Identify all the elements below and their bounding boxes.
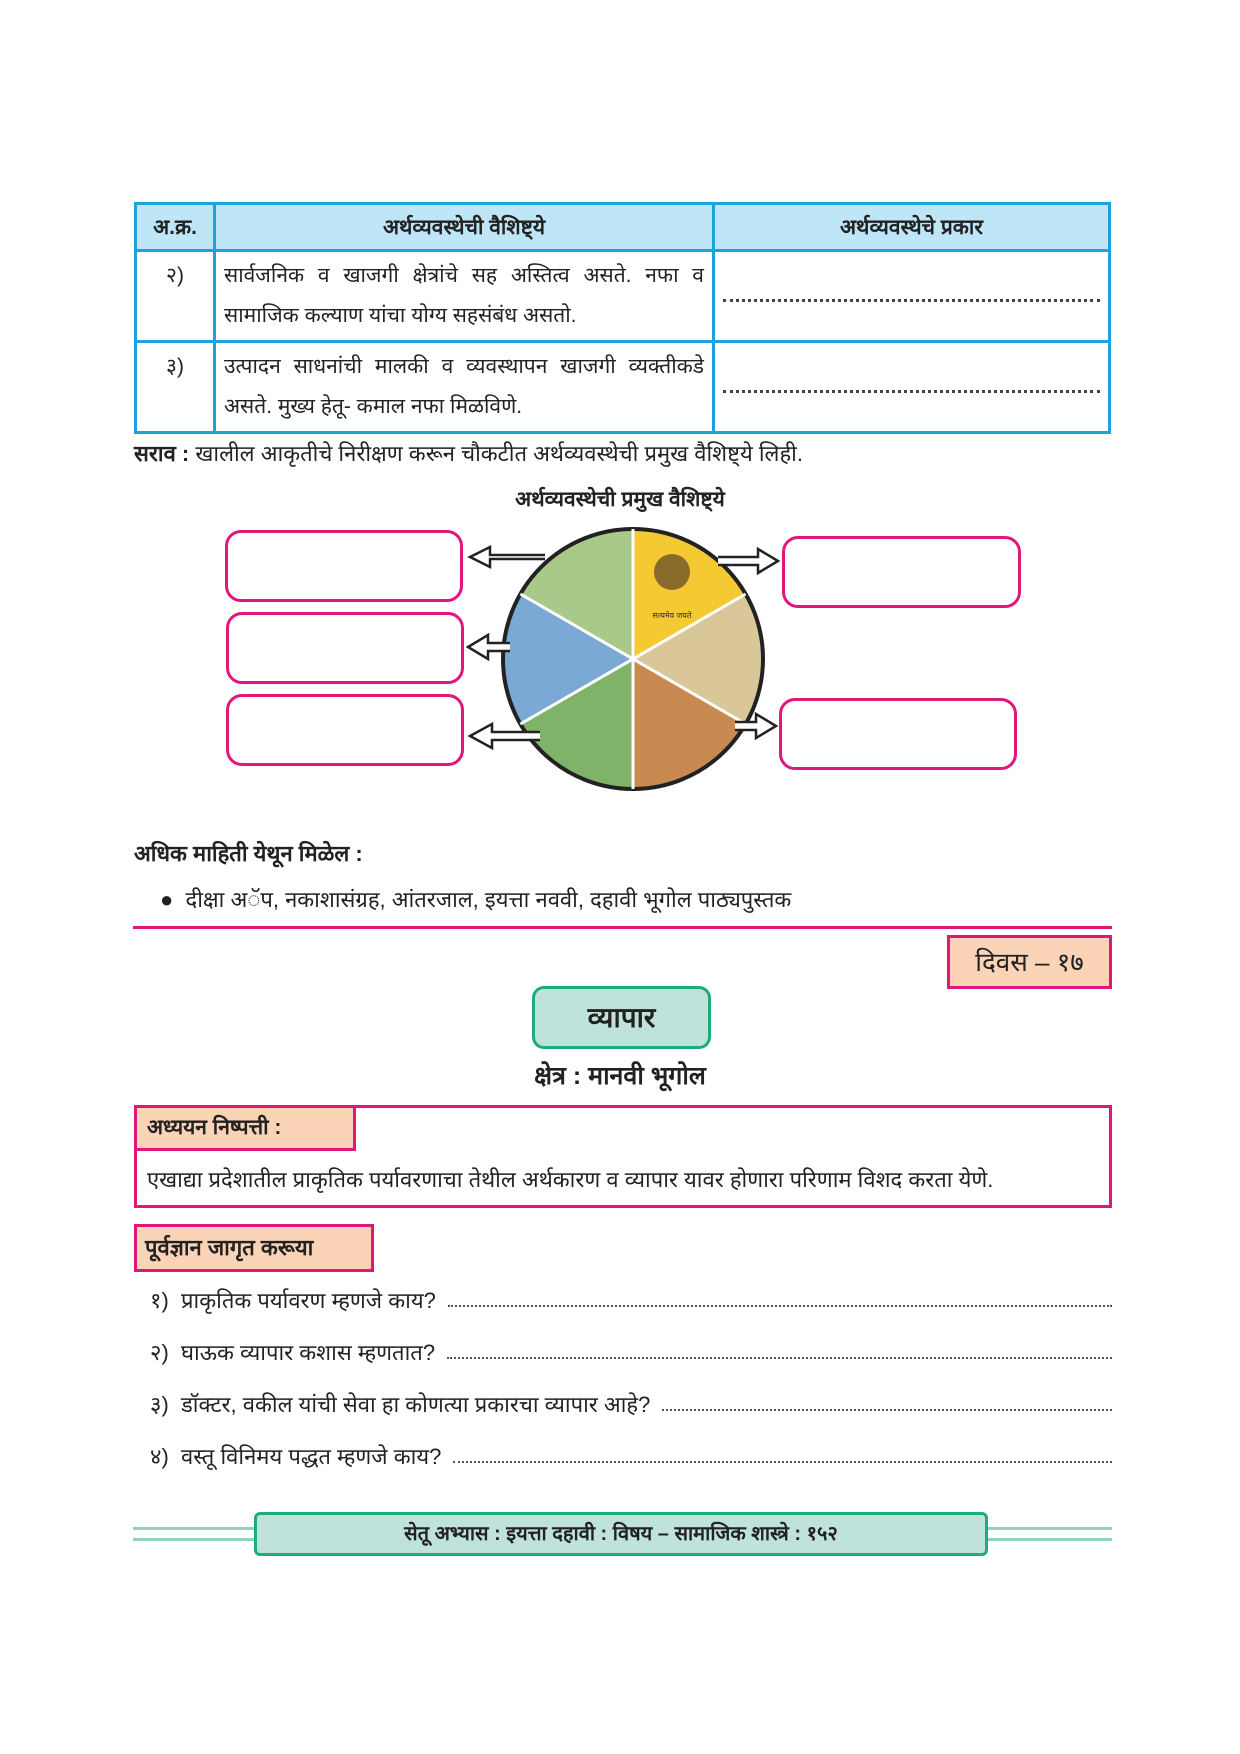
question-number: ३) <box>150 1392 169 1417</box>
day-badge: दिवस – १७ <box>947 935 1112 989</box>
answer-line[interactable] <box>448 1305 1112 1307</box>
question-text: डॉक्टर, वकील यांची सेवा हा कोणत्या प्रकारचा व्यापार आहे? <box>181 1392 651 1417</box>
row-number: ३) <box>136 342 215 433</box>
learning-outcome-box <box>134 1105 1112 1208</box>
question-text: वस्तू विनिमय पद्धत म्हणजे काय? <box>181 1444 442 1469</box>
answer-box-left-2[interactable] <box>226 612 464 684</box>
question-number: २) <box>150 1340 169 1365</box>
diagram-title: अर्थव्यवस्थेची प्रमुख वैशिष्ट्ये <box>515 488 725 511</box>
prior-knowledge-label: पूर्वज्ञान जागृत करूया <box>134 1224 374 1272</box>
exercise-label: सराव : <box>134 441 190 466</box>
answer-line[interactable] <box>453 1461 1112 1463</box>
exercise-text: खालील आकृतीचे निरीक्षण करून चौकटीत अर्थव्यवस्थेची प्रमुख वैशिष्ट्ये लिही. <box>195 441 803 466</box>
feature-cell: सार्वजनिक व खाजगी क्षेत्रांचे सह अस्तित्व असते. नफा व सामाजिक कल्याण यांचा योग्य सहसंबंध असतो. <box>215 251 714 342</box>
section-divider <box>133 926 1112 929</box>
answer-blank[interactable] <box>723 390 1100 393</box>
exercise-instruction <box>134 438 803 468</box>
answer-blank[interactable] <box>723 299 1100 302</box>
chapter-title: व्यापार <box>532 986 711 1049</box>
arrow-left-icon <box>470 547 545 567</box>
question-text: घाऊक व्यापार कशास म्हणतात? <box>181 1340 436 1365</box>
answer-box-left-1[interactable] <box>225 530 463 602</box>
bullet-icon: ● <box>160 887 186 912</box>
question-1 <box>150 1285 1112 1315</box>
emblem-motto: सत्यमेव जयते <box>652 611 692 620</box>
emblem-icon <box>654 554 690 590</box>
question-number: ४) <box>150 1444 169 1469</box>
pie-illustration <box>503 529 763 789</box>
question-text: प्राकृतिक पर्यावरण म्हणजे काय? <box>181 1288 436 1313</box>
footer-label: सेतू अभ्यास : इयत्ता दहावी : विषय – सामाजिक शास्त्रे : १५२ <box>254 1512 988 1556</box>
col-header-no: अ.क्र. <box>136 204 215 251</box>
answer-box-right-2[interactable] <box>779 698 1017 770</box>
row-number: २) <box>136 251 215 342</box>
question-4 <box>150 1441 1112 1471</box>
answer-box-right-1[interactable] <box>782 536 1021 608</box>
question-number: १) <box>150 1288 169 1313</box>
question-2 <box>150 1337 1112 1367</box>
more-info-text: दीक्षा अॅप, नकाशासंग्रह, आंतरजाल, इयत्ता नववी, दहावी भूगोल पाठ्यपुस्तक <box>185 887 792 912</box>
question-3 <box>150 1389 1112 1419</box>
more-info-heading: अधिक माहिती येथून मिळेल : <box>134 841 363 866</box>
economy-diagram <box>0 510 1240 800</box>
learning-outcome-text: एखाद्या प्रदेशातील प्राकृतिक पर्यावरणाचा तेथील अर्थकारण व व्यापार यावर होणारा परिणाम विशद करता येणे. <box>147 1167 994 1192</box>
answer-line[interactable] <box>447 1357 1112 1359</box>
col-header-features: अर्थव्यवस्थेची वैशिष्ट्ये <box>215 204 714 251</box>
more-info-item <box>160 884 791 914</box>
table-row <box>136 251 1110 342</box>
answer-box-left-3[interactable] <box>226 694 464 766</box>
chapter-field: क्षेत्र : मानवी भूगोल <box>534 1062 706 1090</box>
table-row <box>136 342 1110 433</box>
feature-cell: उत्पादन साधनांची मालकी व व्यवस्थापन खाजगी व्यक्तीकडे असते. मुख्य हेतू- कमाल नफा मिळविणे. <box>215 342 714 433</box>
answer-line[interactable] <box>662 1409 1112 1411</box>
learning-outcome-label: अध्ययन निष्पत्ती : <box>134 1105 356 1151</box>
economy-table <box>134 202 1111 434</box>
col-header-types: अर्थव्यवस्थेचे प्रकार <box>714 204 1110 251</box>
